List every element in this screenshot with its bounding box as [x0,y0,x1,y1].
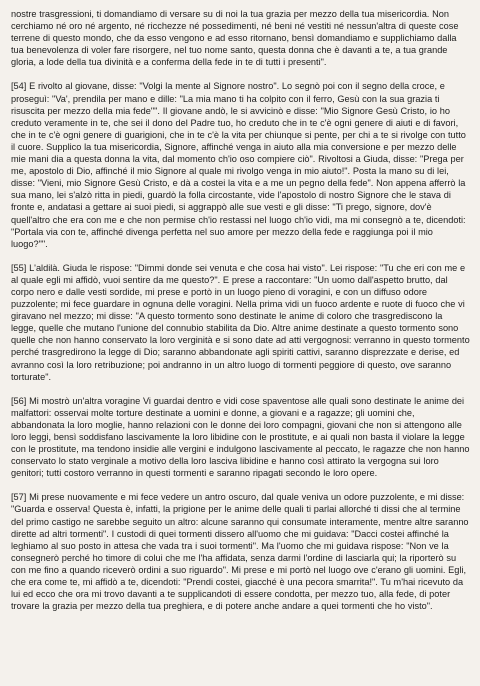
paragraph-gap [11,479,470,491]
paragraph-57: [57] Mi prese nuovamente e mi fece vedere un antro oscuro, dal quale veniva un odore puzzolente, e mi disse: "Guarda e osserva! Questa è, infatti, la prigione per le anime delle quali ti parlai allorché ti dissi che al termine del primo castigo ne sarebbe seguito un altro: alcune saranno qui consumate interamente, mentre altre saranno dirette ad altri tormenti". I custodi di quei tormenti dissero all'uomo che mi guidava: "Dacci costei affinché la leghiamo al suo posto in attesa che vada tra i suoi tormenti". Ma l'uomo che mi guidava rispose: "Non ve la consegnerò perché ho timore di colui che me l'ha affidata, senza darmi l'ordine di lasciarla qui; la riporterò su con me fino a quando riceverò ordini a suo riguardo". Mi prese e mi portò nel luogo ove c'erano gli uomini. Egli, che era come te, mi affidò a te, dicendoti: "Prendi costei, giacché è una pecora smarrita!". Tu m'hai ricevuto da lui ed ecco che ora mi trovo davanti a te supplicandoti di essere condotta, per mezzo tuo, alla fede, di poter trovare la grazia per mezzo della tua preghiera, e di potere anche andare a quei tormenti che ho visto". [11,492,469,612]
paragraph-56: [56] Mi mostrò un'altra voragine Vi guardai dentro e vidi cose spaventose alle quali sono destinate le anime dei malfattori: osservai molte torture destinate a uomini e donne, a giovani e a ragazze; gli uomini che, abbandonata la loro moglie, hanno relazioni con le donne dei loro compagni, giovani che non si attengono alle loro leggi, bensì soddisfano lascivamente la loro libidine con le prostitute, e ai quali non basta il violare la legge con le prostitute, ma tendono insidie alle vergini e indulgono lascivamente al peccato, le ragazze che non hanno conservato lo stato verginale a motivo della loro lasciva libidine e hanno così attirato la vergogna sui loro genitori; tutti costoro verranno in questi tormenti e saranno ripagati secondo le loro opere. [11,395,470,479]
paragraph-gap [11,383,470,395]
paragraph-gap [11,250,470,262]
paragraph-continuation: nostre trasgressioni, ti domandiamo di versare su di noi la tua grazia per mezzo della tua misericordia. Non cerchiamo né oro né argento, né ricchezze né possedimenti, né beni né vestiti né nessun'altra di queste cose terrene di questo mondo, che da esso vengono e ad esso ritornano, bensì domandiamo e supplichiamo dalla tua benevolenza di voler fare risorgere, nel tuo nome santo, questa donna che è davanti a te, a tua grande gloria, a lode della tua divinità e a conferma della fede in te di tutti i presenti". [11,9,459,68]
paragraph-gap [11,68,470,80]
paragraph-55: [55] L'aldilà. Giuda le rispose: "Dimmi donde sei venuta e che cosa hai visto". Lei rispose: "Tu che eri con me e al quale egli mi affidò, vuoi sentire da me questo?". E prese a raccontare: "Un uomo dall'aspetto brutto, dal corpo nero e dalle vesti sordide, mi prese e portò in un luogo pieno di voragini, e con un diffuso odore puzzolente; mi fece guardare in ognuna delle voragini. Nella prima vidi un fuoco ardente e ruote di fuoco che vi giravano nel mezzo; mi disse: "A questo tormento sono destinate le anime di coloro che trasgrediscono la legge, quelle che mutano l'unione del connubio stabilita da Dio. Altre anime destinate a questo tormento sono quelle che non hanno conservato la loro verginità e si sono date ad atti vergognosi: verranno in questo tormento perché trasgredirono la legge di Dio; saranno abbandonate agli spiriti cattivi, saranno disprezzate e derise, ed avranno così la loro retribuzione; poi andranno in un altro luogo di tormenti peggiore di questo, ove saranno torturate". [11,262,470,382]
paragraph-54: [54] E rivolto al giovane, disse: "Volgi la mente al Signore nostro". Lo segnò poi con il segno della croce, e proseguì: "Va', prendila per mano e dille: "La mia mano ti ha colpito con il ferro, Gesù con la sua grazia ti risuscita per mezzo della mia fede"". Il giovane andò, le si avvicinò e disse: "Mio Signore Gesù Cristo, io ho creduto veramente in te, che sei il dono del Padre tuo, ho creduto che in te c'è ogni genere di aiuti e di favori, che in te c'è ogni genere di guarigioni, che in te c'è la vita per chiunque si pente, per chi a te si rivolge con tutto il cuore. Supplico la tua misericordia, Signore, affinché venga in aiuto alla mia conversione e per mezzo delle mie mani dia a questa donna la vita, dal momento ch'io oso compiere ciò". Rivoltosi a Giuda, disse: "Prega per me, apostolo di Dio, affinché il mio Signore al quale mi rivolgo venga in mio aiuto!". Posta la mano su di lei, disse: "Vieni, mio Signore Gesù Cristo, e dà a costei la vita e a me un pegno della fede". Non appena afferrò la sua mano, lei s'alzò ritta in piedi, guardò la folla circostante, vide l'apostolo di nostro Signore che le stava di fronte e, andatasi a gettare ai suoi piedi, si aggrappò alle sue vesti e gli disse: "Ti prego, signore, dov'è quell'altro che era con me e che non permise ch'io restassi nel luogo ch'io vidi, ma mi consegnò a te, dicendoti: "Portala via con te, affinché divenga perfetta nel suo amore per mezzo della fede e raggiunga poi il mio luogo?"". [11,81,466,249]
